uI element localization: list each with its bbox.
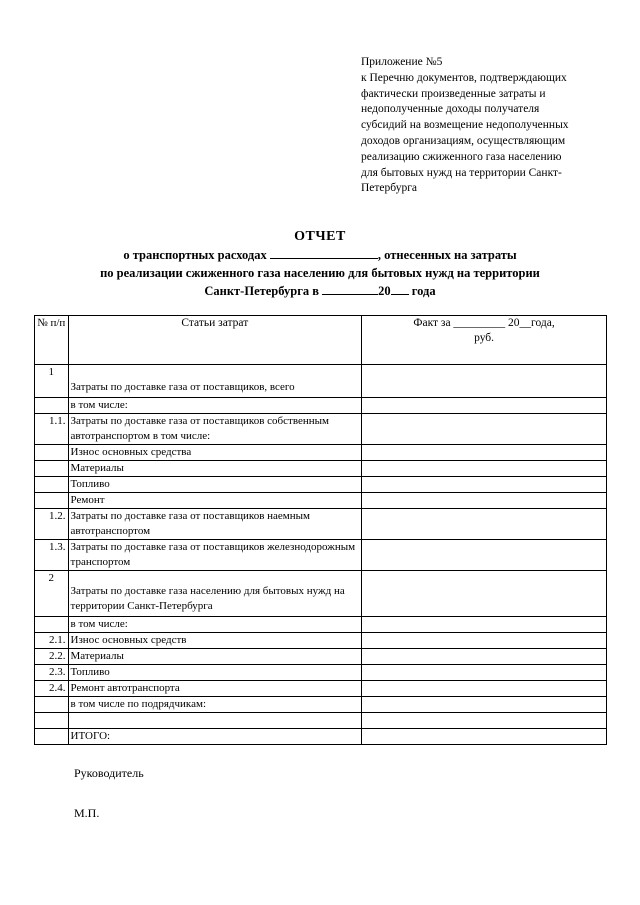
row-num (35, 617, 69, 633)
row-name: Топливо (68, 665, 362, 681)
blank-field[interactable] (322, 283, 378, 295)
header-fact-line-1: Факт за _________ 20__года, (413, 317, 555, 329)
appendix-line: Приложение №5 (361, 56, 443, 68)
row-fact-cell[interactable] (362, 681, 607, 697)
header-fact (362, 316, 607, 365)
row-num: 2.2. (35, 649, 69, 665)
row-name: в том числе: (68, 398, 362, 414)
table-row (35, 540, 607, 571)
table-row (35, 649, 607, 665)
header-fact-line-2: руб. (474, 332, 495, 344)
row-num: 2.3. (35, 665, 69, 681)
row-num: 2 (35, 571, 69, 617)
row-fact-cell[interactable] (362, 540, 607, 571)
table-row (35, 617, 607, 633)
table-row (35, 633, 607, 649)
row-fact-cell[interactable] (362, 571, 607, 617)
title-line-2: по реализации сжиженного газа населению для бытовых нужд на территории (100, 266, 540, 280)
row-fact-cell[interactable] (362, 365, 607, 398)
row-name: Затраты по доставке газа от поставщиков наемным автотранспортом (68, 509, 362, 540)
title-line-1 (0, 246, 640, 264)
table-row (35, 509, 607, 540)
title-line-3 (0, 282, 640, 300)
blank-field[interactable] (270, 247, 378, 259)
row-name: Затраты по доставке газа от поставщиков собственным автотранспортом в том числе: (68, 414, 362, 445)
row-num (35, 713, 69, 729)
appendix-line: реализацию сжиженного газа населению (361, 150, 562, 163)
table-row (35, 571, 607, 617)
row-fact-cell[interactable] (362, 729, 607, 745)
row-name: Ремонт автотранспорта (68, 681, 362, 697)
row-num: 1.1. (35, 414, 69, 445)
row-name: Износ основных средства (68, 445, 362, 461)
title-line-1-b: , отнесенных на затраты (377, 248, 517, 262)
row-num: 2.4. (35, 681, 69, 697)
row-fact-cell[interactable] (362, 649, 607, 665)
row-name: ИТОГО: (68, 729, 362, 745)
row-name: Материалы (68, 649, 362, 665)
row-num (35, 493, 69, 509)
table-row (35, 461, 607, 477)
table-row (35, 493, 607, 509)
stamp-label: М.П. (74, 806, 100, 820)
row-name: в том числе по подрядчикам: (68, 697, 362, 713)
appendix-line: доходов организациям, осуществляющим (361, 134, 566, 147)
row-num (35, 398, 69, 414)
row-fact-cell[interactable] (362, 509, 607, 540)
row-num (35, 697, 69, 713)
row-fact-cell[interactable] (362, 713, 607, 729)
row-fact-cell[interactable] (362, 493, 607, 509)
appendix-line: к Перечню документов, подтверждающих (361, 71, 567, 84)
title-main: ОТЧЕТ (294, 229, 346, 244)
appendix-note (361, 55, 611, 197)
table-row-total (35, 729, 607, 745)
row-fact-cell[interactable] (362, 477, 607, 493)
title-line-3-b: 20 (378, 284, 391, 298)
blank-field[interactable] (391, 283, 409, 295)
appendix-line: Петербурга (361, 182, 418, 195)
row-num: 1.3. (35, 540, 69, 571)
appendix-line: недополученные доходы получателя (361, 103, 540, 116)
row-num (35, 729, 69, 745)
row-name: Материалы (68, 461, 362, 477)
title-line-3-c: года (411, 284, 436, 298)
report-table (34, 315, 607, 745)
table-row (35, 681, 607, 697)
row-fact-cell[interactable] (362, 665, 607, 681)
table-row (35, 477, 607, 493)
row-fact-cell[interactable] (362, 398, 607, 414)
header-name: Статьи затрат (68, 316, 362, 365)
row-name: Затраты по доставке газа от поставщиков, всего (68, 365, 362, 398)
table-row (35, 414, 607, 445)
row-name: Ремонт (68, 493, 362, 509)
appendix-line: субсидий на возмещение недополученных (361, 119, 569, 132)
row-num (35, 461, 69, 477)
row-fact-cell[interactable] (362, 461, 607, 477)
table-row (35, 398, 607, 414)
table-row (35, 665, 607, 681)
table-row (35, 445, 607, 461)
row-name: Затраты по доставке газа населению для бытовых нужд на территории Санкт-Петербурга (68, 571, 362, 617)
table-row (35, 713, 607, 729)
header-num: № п/п (35, 316, 69, 365)
row-name: Топливо (68, 477, 362, 493)
signature-head-label: Руководитель (74, 766, 144, 780)
title-line-1-a: о транспортных расходах (123, 248, 267, 262)
row-num: 1.2. (35, 509, 69, 540)
row-fact-cell[interactable] (362, 617, 607, 633)
table-row (35, 697, 607, 713)
appendix-line: фактически произведенные затраты и (361, 87, 546, 100)
row-num (35, 477, 69, 493)
row-name: Износ основных средств (68, 633, 362, 649)
row-fact-cell[interactable] (362, 633, 607, 649)
row-name: в том числе: (68, 617, 362, 633)
row-name: Затраты по доставке газа от поставщиков железнодорожным транспортом (68, 540, 362, 571)
table-header-row (35, 316, 607, 365)
row-num (35, 445, 69, 461)
row-num: 2.1. (35, 633, 69, 649)
table-row (35, 365, 607, 398)
row-fact-cell[interactable] (362, 445, 607, 461)
row-num: 1 (35, 365, 69, 398)
row-name (68, 713, 362, 729)
title-line-3-a: Санкт-Петербурга в (204, 284, 320, 298)
appendix-line: для бытовых нужд на территории Санкт- (361, 166, 562, 179)
row-fact-cell[interactable] (362, 697, 607, 713)
row-fact-cell[interactable] (362, 414, 607, 445)
report-title (0, 228, 640, 300)
